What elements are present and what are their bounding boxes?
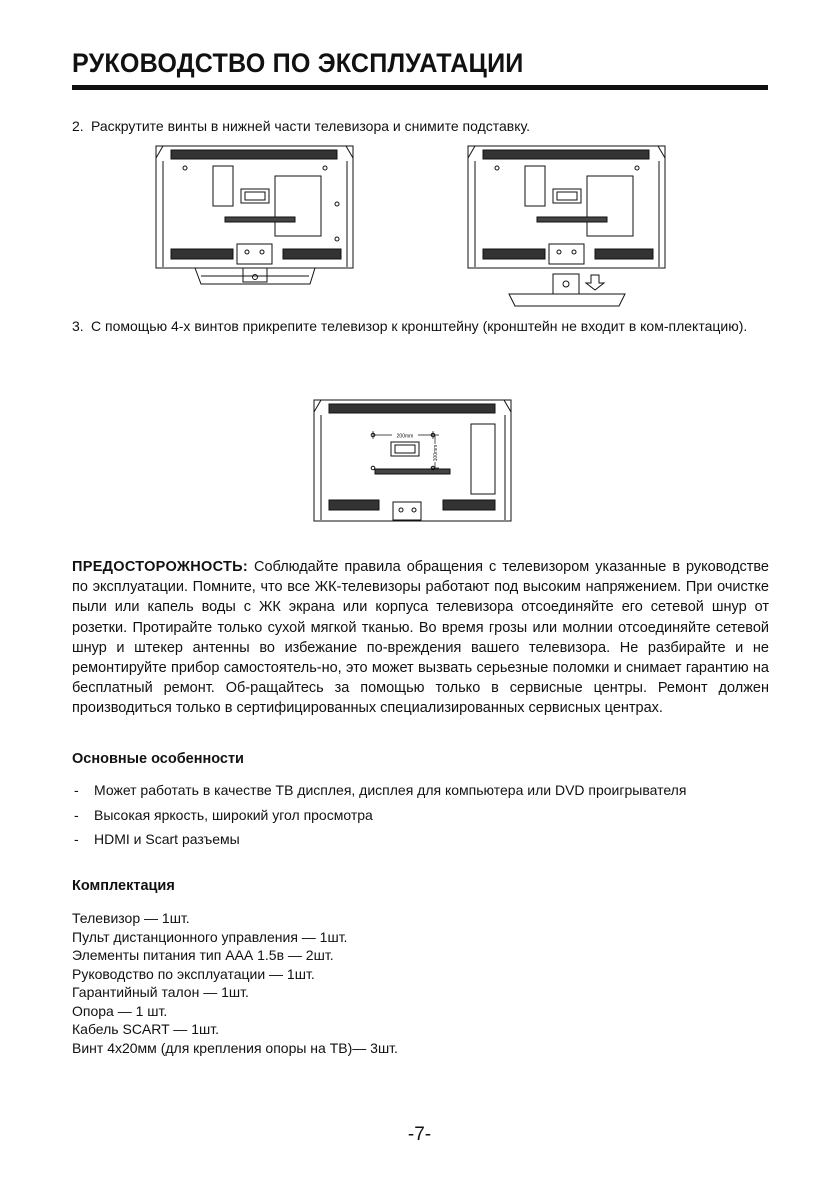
contents-list [72, 909, 398, 1057]
mount-height-label: 100mm [433, 444, 439, 462]
step-3 [72, 316, 772, 336]
list-item: - Высокая яркость, широкий угол просмотра [74, 806, 373, 823]
list-item: Винт 4х20мм (для крепления опоры на ТВ)— 3шт. [72, 1039, 398, 1056]
step-number: 2. [72, 118, 84, 134]
step-text: Раскрутите винты в нижней части телевизора и снимите подставку. [91, 118, 531, 134]
list-item: Кабель SCART — 1шт. [72, 1021, 219, 1037]
contents-title: Комплектация [72, 878, 175, 894]
list-item: Элементы питания тип ААА 1.5в — 2шт. [72, 947, 334, 963]
list-item: - Может работать в качестве ТВ дисплея, дисплея для компьютера или DVD проигрывателя [74, 782, 687, 798]
caution-text: Соблюдайте правила обращения с телевизором указанные в руководстве по эксплуатации. Помните, что все ЖК-телевизоры работают под высоким напряжением. При очистке пыли или капель воды с ЖК экрана или корпуса телевизора отсоединяйте его сетевой шнур от розетки. Протирайте только сухой мягкой тканью. Во время грозы или молнии отсоединяйте сетевой шнур и штекер антенны во избежание по-вреждения вашего телевизора. Не разбирайте и не ремонтируйте прибор самостоятель-но, это может вызвать серьезные поломки и снимает гарантию на бесплатный ремонт. Об-ращайтесь за помощью только в сервисные центры. Ремонт должен производиться только в сертифицированных специализированных сервисных центрах. [72, 559, 769, 717]
header-rule [72, 85, 768, 90]
list-item: - HDMI и Scart разъемы [74, 831, 240, 847]
mount-width-label: 200mm [396, 433, 414, 440]
step-text: С помощью 4-х винтов прикрепите телевизор к кронштейну (кронштейн не входит в ком-плектацию). [91, 318, 748, 334]
list-item: Телевизор — 1шт. [72, 910, 190, 926]
tv-stand-removed-illustration [467, 144, 667, 314]
features-title: Основные особенности [72, 751, 244, 767]
page-number: -7- [407, 1124, 432, 1145]
page-title: РУКОВОДСТВО ПО ЭКСПЛУАТАЦИИ [72, 48, 524, 78]
caution-paragraph [72, 557, 769, 719]
features-list [72, 780, 686, 854]
list-item: Опора — 1 шт. [72, 1002, 168, 1019]
tv-back-with-stand-illustration [155, 144, 355, 289]
list-item: Руководство по эксплуатации — 1шт. [72, 965, 315, 982]
step-2 [72, 116, 530, 136]
tv-wall-mount-illustration [313, 398, 513, 523]
list-item: Пульт дистанционного управления — 1шт. [72, 928, 348, 945]
caution-label: ПРЕДОСТОРОЖНОСТЬ: [72, 559, 248, 575]
list-item: Гарантийный талон — 1шт. [72, 984, 249, 1000]
step-number: 3. [72, 318, 84, 334]
